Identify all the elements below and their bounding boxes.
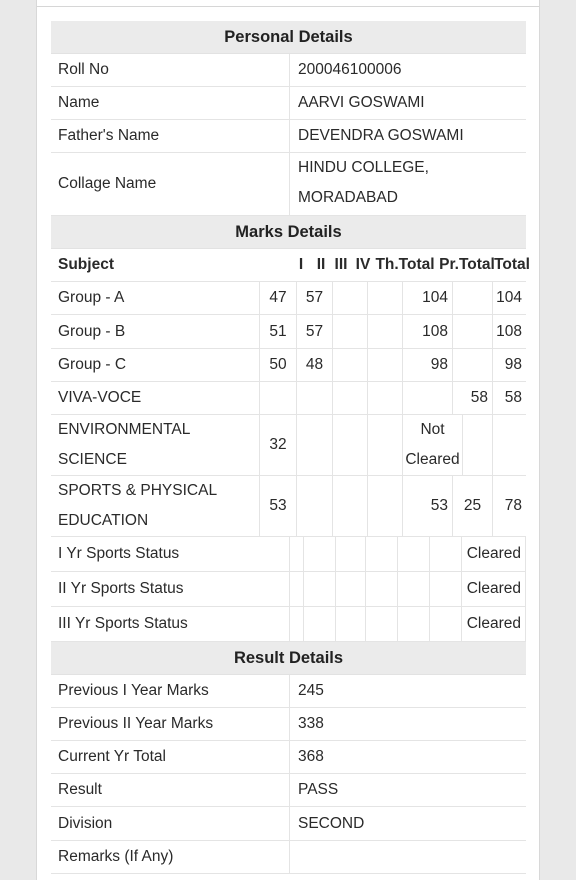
- marks-row: [51, 349, 526, 382]
- col-pr-total-header: Pr.Total: [439, 256, 495, 273]
- sports-status-value: Cleared: [462, 572, 526, 606]
- subject-cell: Group - B: [51, 315, 260, 348]
- mark-iii: [333, 315, 368, 348]
- mark-ii: 57: [297, 282, 333, 314]
- empty-cell: [290, 537, 304, 571]
- mark-iii: [333, 282, 368, 314]
- details-table: [51, 21, 530, 874]
- col-th-total-header: Th.Total: [375, 256, 435, 273]
- result-row: [51, 741, 526, 774]
- mark-th-total: 104: [403, 282, 453, 314]
- mark-i: 51: [260, 315, 297, 348]
- subject-line2: EDUCATION: [58, 512, 149, 529]
- col-total-header: Total: [494, 256, 530, 273]
- empty-cell: [336, 537, 366, 571]
- marks-row: [51, 382, 526, 415]
- result-value: 338: [298, 715, 324, 732]
- marks-header-row: [51, 249, 530, 282]
- mark-pr-total: [453, 315, 493, 348]
- empty-cell: [398, 572, 430, 606]
- mark-pr-total: [463, 415, 493, 475]
- empty-cell: [366, 537, 398, 571]
- empty-cell: [430, 572, 462, 606]
- marks-row: [51, 282, 526, 315]
- result-label: Result: [51, 774, 290, 806]
- mark-iii: [333, 349, 368, 381]
- name-label: Name: [51, 87, 290, 119]
- mark-iv: [368, 315, 403, 348]
- result-row: [51, 774, 526, 807]
- result-label: Previous II Year Marks: [51, 708, 290, 740]
- marks-header-cells: [290, 249, 530, 281]
- mark-total: 98: [504, 356, 522, 373]
- sports-status-row: [51, 607, 526, 642]
- mark-iii: [333, 382, 368, 414]
- subject-cell: Group - A: [51, 282, 260, 314]
- mark-total: 108: [496, 322, 522, 340]
- mark-pr-total: 25: [453, 476, 493, 536]
- empty-cell: [304, 607, 336, 641]
- mark-iv: [368, 349, 403, 381]
- empty-cell: [430, 607, 462, 641]
- empty-cell: [304, 572, 336, 606]
- college-name-line2: MORADABAD: [298, 189, 398, 206]
- roll-no-label: Roll No: [51, 54, 290, 86]
- empty-cell: [398, 537, 430, 571]
- mark-iv: [368, 382, 403, 414]
- mark-iii: [333, 415, 368, 475]
- mark-ii: 48: [297, 349, 333, 381]
- mark-ii: [297, 415, 333, 475]
- personal-details-heading: Personal Details: [51, 21, 526, 54]
- mark-total: 58: [504, 389, 522, 406]
- result-details-heading: Result Details: [51, 642, 526, 675]
- empty-cell: [366, 607, 398, 641]
- mark-ii: 57: [297, 315, 333, 348]
- empty-cell: [336, 607, 366, 641]
- result-row: [51, 841, 526, 874]
- empty-cell: [290, 572, 304, 606]
- sports-status-label: I Yr Sports Status: [51, 537, 290, 571]
- college-name-label: Collage Name: [51, 153, 290, 215]
- col-iii-header: III: [334, 256, 348, 273]
- result-value: SECOND: [298, 814, 365, 832]
- result-value: 368: [298, 748, 324, 765]
- mark-iv: [368, 282, 403, 314]
- mark-i: 53: [260, 476, 297, 536]
- mark-th-total: 98: [403, 349, 453, 381]
- name-value: AARVI GOSWAMI: [298, 94, 425, 111]
- mark-pr-total: [453, 349, 493, 381]
- sports-status-row: [51, 537, 526, 572]
- result-label: Current Yr Total: [51, 741, 290, 773]
- mark-pr-total: [453, 282, 493, 314]
- roll-no-row: [51, 54, 526, 87]
- sports-status-row: [51, 572, 526, 607]
- mark-iv: [368, 476, 403, 536]
- mark-th-total: [403, 382, 453, 414]
- result-value: [290, 841, 526, 873]
- mark-ii: [297, 476, 333, 536]
- subject-cell: Group - C: [51, 349, 260, 381]
- mark-total: 104: [496, 289, 522, 306]
- sports-status-label: II Yr Sports Status: [51, 572, 290, 606]
- subject-line1: ENVIRONMENTAL: [58, 421, 191, 438]
- mark-total: [493, 415, 526, 475]
- marks-row: [51, 476, 526, 537]
- empty-cell: [336, 572, 366, 606]
- result-label: Division: [51, 807, 290, 840]
- result-row: [51, 675, 526, 708]
- subject-cell: VIVA-VOCE: [51, 382, 260, 414]
- result-row: [51, 708, 526, 741]
- mark-th-total: 108: [403, 315, 453, 348]
- mark-i: 47: [260, 282, 297, 314]
- empty-cell: [430, 537, 462, 571]
- mark-ii: [297, 382, 333, 414]
- mark-pr-total: 58: [453, 382, 493, 414]
- empty-cell: [366, 572, 398, 606]
- col-iv-header: IV: [355, 256, 371, 273]
- mark-i: [260, 382, 297, 414]
- subject-header: Subject: [58, 256, 114, 273]
- college-name-value: [290, 153, 526, 215]
- result-value: PASS: [298, 781, 339, 798]
- subject-line2: SCIENCE: [58, 451, 127, 468]
- result-card: [36, 0, 540, 880]
- empty-cell: [304, 537, 336, 571]
- result-value: 245: [298, 682, 324, 699]
- father-name-row: [51, 120, 526, 153]
- father-name-value: DEVENDRA GOSWAMI: [298, 127, 464, 144]
- subject-cell: [51, 415, 260, 475]
- marks-row: [51, 315, 526, 349]
- subject-line1: SPORTS & PHYSICAL: [58, 482, 218, 499]
- col-i-header: I: [298, 256, 304, 273]
- marks-details-heading: Marks Details: [51, 216, 526, 249]
- marks-row: [51, 415, 526, 476]
- mark-i: 32: [260, 415, 297, 475]
- col-ii-header: II: [316, 256, 326, 273]
- result-label: Previous I Year Marks: [51, 675, 290, 707]
- mark-th-total: 53: [403, 476, 453, 536]
- name-row: [51, 87, 526, 120]
- empty-cell: [290, 607, 304, 641]
- empty-cell: [398, 607, 430, 641]
- th-total-line2: Cleared: [405, 451, 460, 468]
- sports-status-label: III Yr Sports Status: [51, 607, 290, 641]
- roll-no-value: 200046100006: [298, 61, 402, 78]
- result-row: [51, 807, 526, 841]
- mark-i: 50: [260, 349, 297, 381]
- father-name-label: Father's Name: [51, 120, 290, 152]
- mark-iv: [368, 415, 403, 475]
- college-name-line1: HINDU COLLEGE,: [298, 159, 429, 176]
- mark-iii: [333, 476, 368, 536]
- sports-status-value: Cleared: [462, 537, 526, 571]
- mark-total: 78: [504, 497, 522, 514]
- mark-th-total: [403, 415, 463, 475]
- college-name-row: [51, 153, 526, 216]
- result-label: Remarks (If Any): [51, 841, 290, 873]
- th-total-line1: Not: [420, 421, 445, 438]
- subject-cell: [51, 476, 260, 536]
- sports-status-value: Cleared: [462, 607, 526, 641]
- top-divider: [37, 6, 539, 7]
